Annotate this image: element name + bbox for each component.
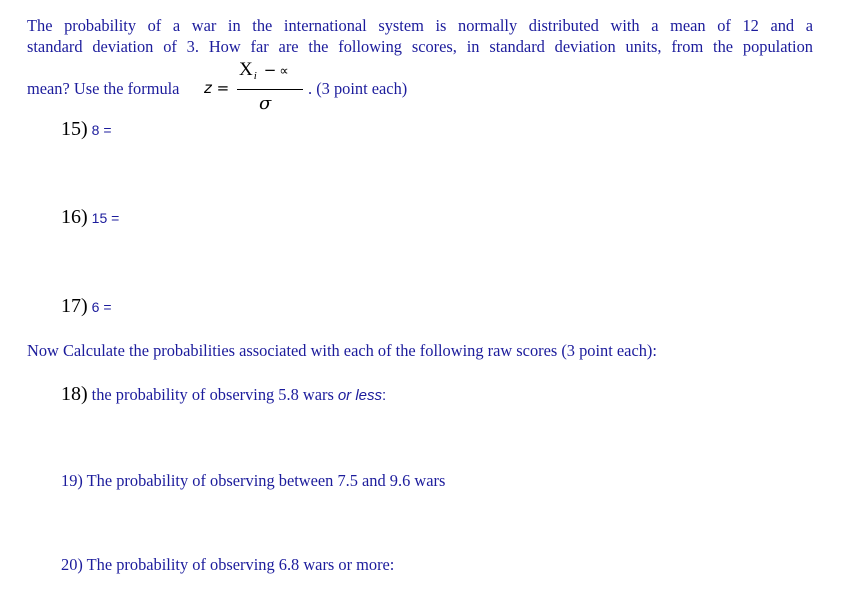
question-text: 8 = bbox=[91, 122, 112, 138]
formula-point-note: . (3 point each) bbox=[308, 79, 408, 98]
intro-line-2: standard deviation of 3. How far are the following scores, in standard deviation units, from the population bbox=[27, 37, 813, 56]
intro-line-3: mean? Use the formula bbox=[27, 79, 180, 98]
formula-subscript-i: i bbox=[253, 70, 257, 82]
question-18 bbox=[61, 383, 386, 406]
question-number: 17) bbox=[61, 295, 88, 317]
question-number: 18) bbox=[61, 383, 88, 405]
question-17 bbox=[61, 295, 112, 318]
intro-line-1: The probability of a war in the international system is normally distributed with a mean of 12 and a bbox=[27, 16, 813, 35]
section-heading: Now Calculate the probabilities associated with each of the following raw scores (3 point each): bbox=[27, 341, 657, 360]
question-20: 20) The probability of observing 6.8 wars or more: bbox=[61, 555, 395, 574]
formula-x: X bbox=[239, 59, 253, 80]
question-text: the probability of observing 5.8 wars bbox=[91, 385, 334, 404]
question-colon: : bbox=[382, 387, 387, 404]
question-number: 15) bbox=[61, 118, 88, 140]
formula-denominator: σ bbox=[259, 93, 272, 114]
question-text: 15 = bbox=[91, 210, 120, 226]
question-15 bbox=[61, 118, 112, 141]
question-emphasis: or less bbox=[337, 387, 383, 404]
question-text: 6 = bbox=[91, 299, 112, 315]
formula-minus: − bbox=[263, 61, 277, 79]
question-number: 16) bbox=[61, 206, 88, 228]
question-19: 19) The probability of observing between 7.5 and 9.6 wars bbox=[61, 471, 446, 490]
formula-z-variable: z = bbox=[204, 79, 230, 97]
question-16 bbox=[61, 206, 119, 229]
formula-numerator bbox=[239, 59, 289, 82]
intro-paragraph bbox=[27, 15, 813, 57]
formula-mean-symbol: ∝ bbox=[279, 64, 289, 79]
formula-fraction-bar bbox=[237, 89, 303, 90]
